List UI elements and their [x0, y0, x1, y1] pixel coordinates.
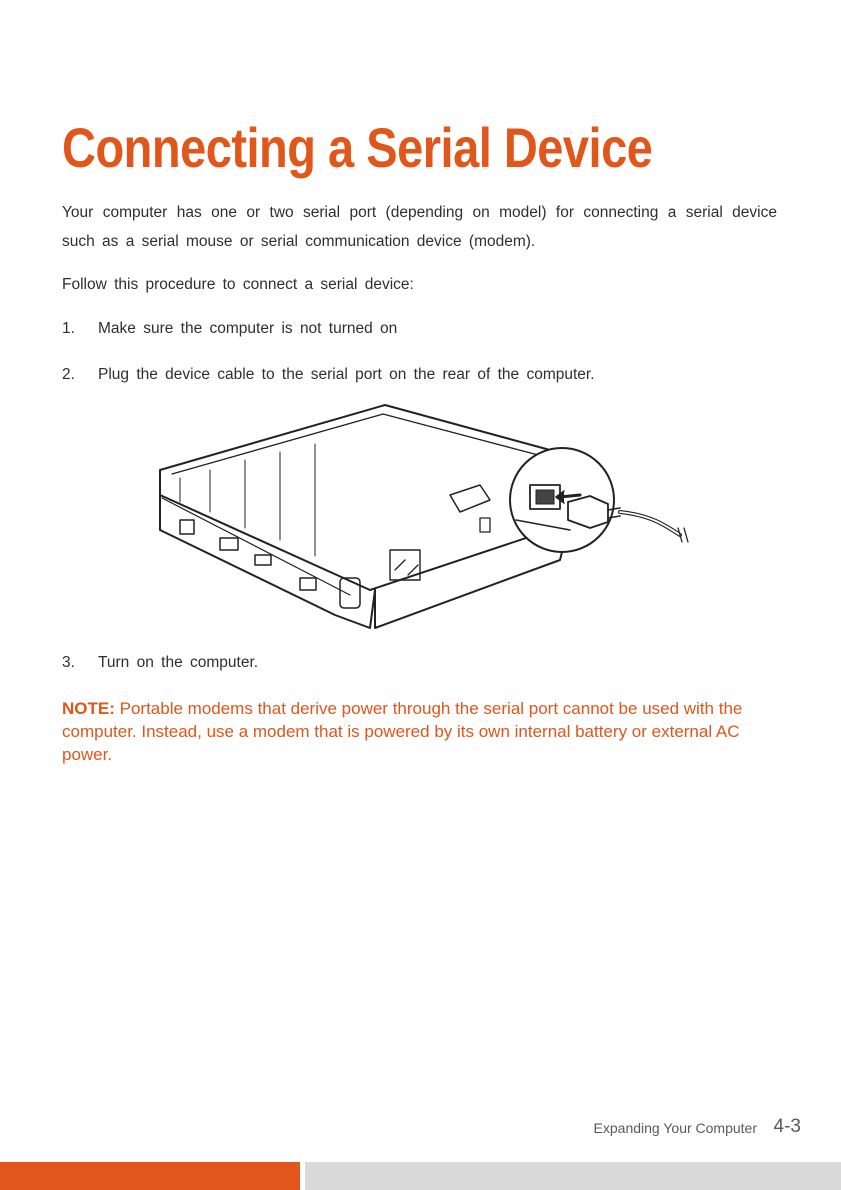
intro-paragraph: Your computer has one or two serial port (depending on model) for connecting a serial device such as a serial mouse or serial communication device (modem).	[62, 204, 777, 250]
procedure-intro: Follow this procedure to connect a serial device:	[62, 276, 414, 293]
laptop-serial-port-illustration	[150, 400, 695, 632]
note-text: Portable modems that derive power through the serial port cannot be used with the computer. Instead, use a modem that is powered by its own internal battery or external AC power.	[62, 699, 743, 764]
step-text: Make sure the computer is not turned on	[98, 320, 398, 337]
note	[62, 697, 782, 766]
footer-section-title: Expanding Your Computer	[593, 1120, 757, 1136]
step-3	[62, 652, 777, 674]
step-number: 2.	[62, 366, 75, 383]
page-number: 4-3	[773, 1116, 801, 1137]
note-label: NOTE:	[62, 699, 115, 718]
step-1	[62, 318, 777, 340]
step-number: 3.	[62, 654, 75, 671]
step-2	[62, 364, 777, 386]
page-title: Connecting a Serial Device	[62, 116, 653, 179]
step-text: Plug the device cable to the serial port on the rear of the computer.	[98, 366, 595, 383]
step-number: 1.	[62, 320, 75, 337]
footer-accent-bar	[0, 1162, 300, 1190]
step-text: Turn on the computer.	[98, 654, 259, 671]
footer-gray-bar	[305, 1162, 841, 1190]
